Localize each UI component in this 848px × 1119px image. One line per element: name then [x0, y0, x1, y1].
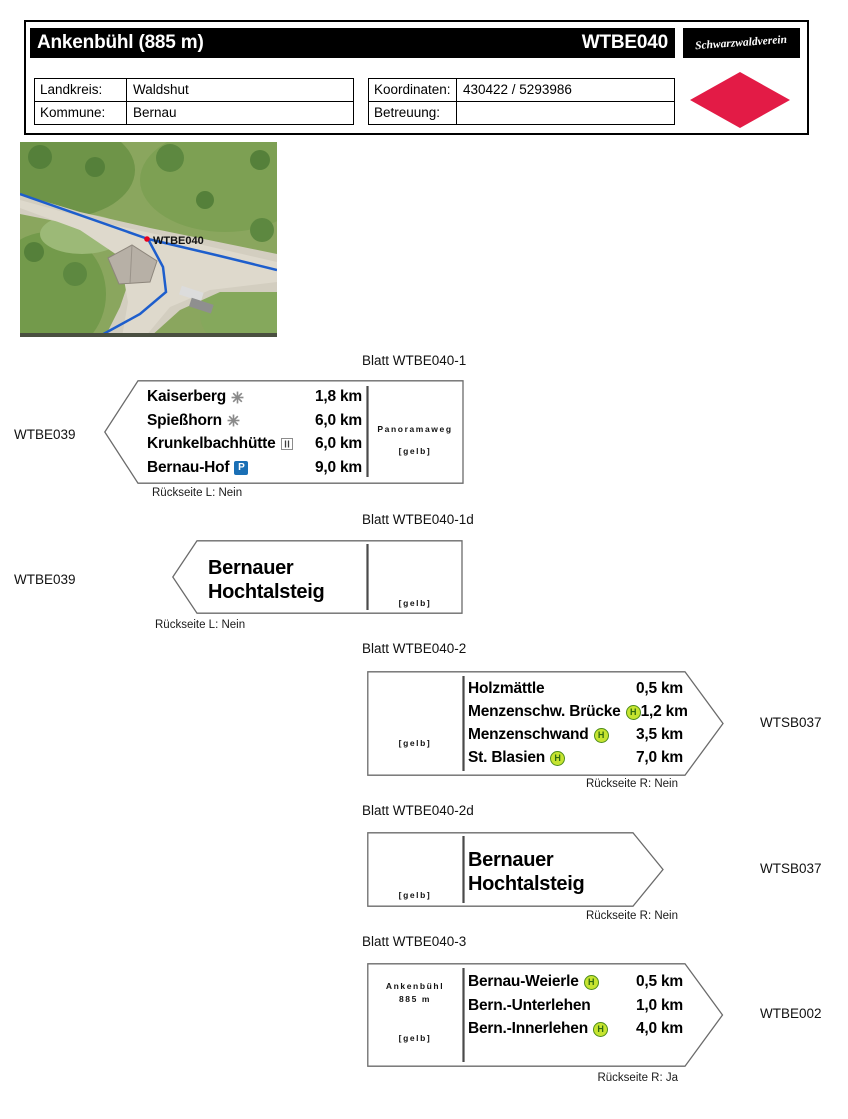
hut-restaurant-icon	[281, 438, 293, 450]
destination-row	[147, 410, 362, 432]
sign-plate-1	[104, 380, 464, 484]
route-title	[468, 849, 584, 896]
landkreis-value: Waldshut	[133, 82, 189, 97]
map-marker-label: WTBE040	[153, 235, 204, 247]
destination-row	[468, 747, 683, 769]
sign-plate-3	[367, 671, 724, 776]
destination-name: Bernau-Weierle	[468, 973, 579, 990]
rueckseite-note-1: Rückseite L: Nein	[152, 487, 243, 499]
blatt-title-2: Blatt WTBE040-1d	[362, 512, 474, 527]
route-color-label: [gelb]	[398, 1033, 432, 1043]
route-title-line1: Bernauer	[468, 849, 554, 871]
bus-stop-icon: H	[550, 751, 565, 766]
neighbor-ref-right-3: WTBE002	[760, 1006, 822, 1021]
blatt-title-4: Blatt WTBE040-2d	[362, 803, 474, 818]
destination-row	[147, 457, 362, 479]
route-title	[208, 557, 324, 604]
route-color-label: [gelb]	[398, 598, 432, 608]
destination-row	[468, 701, 688, 723]
red-diamond-waymark-icon	[690, 72, 790, 128]
destination-row	[147, 386, 362, 408]
sign-plate-4	[367, 832, 664, 907]
rueckseite-note-3: Rückseite R: Nein	[585, 778, 678, 790]
info-table-left	[34, 78, 354, 125]
destination-distance: 1,2 km	[640, 703, 688, 720]
parking-icon: P	[234, 461, 248, 475]
kommune-value: Bernau	[133, 105, 177, 120]
destination-distance: 3,5 km	[635, 726, 683, 743]
destination-row	[468, 1018, 683, 1040]
route-color-label: [gelb]	[398, 446, 432, 456]
standort-elevation-label: 885 m	[398, 994, 432, 1004]
standort-name-label: Ankenbühl	[385, 981, 445, 991]
sign-plate-5	[367, 963, 724, 1067]
logo-text: Schwarzwaldverein	[695, 33, 788, 53]
neighbor-ref-left-1: WTBE039	[14, 427, 76, 442]
destination-name: St. Blasien	[468, 749, 546, 766]
destination-name: Bernau-Hof	[147, 458, 230, 476]
route-title-line2: Hochtalsteig	[468, 872, 585, 895]
destination-distance: 6,0 km	[314, 435, 362, 452]
rueckseite-note-2: Rückseite L: Nein	[155, 619, 246, 631]
location-marker-icon	[144, 236, 150, 242]
kommune-label: Kommune:	[35, 102, 127, 124]
neighbor-ref-right-1: WTSB037	[760, 715, 822, 730]
destination-distance: 1,8 km	[314, 388, 362, 405]
destination-name: Menzenschw. Brücke	[468, 703, 621, 720]
destination-row	[468, 971, 683, 993]
table-row	[369, 79, 674, 102]
landkreis-label: Landkreis:	[35, 79, 127, 101]
destination-distance: 0,5 km	[635, 680, 683, 697]
info-table-right	[368, 78, 675, 125]
destination-row	[147, 433, 362, 455]
destination-name: Krunkelbachhütte	[147, 435, 276, 452]
destination-name: Bern.-Unterlehen	[468, 996, 591, 1014]
destination-row	[468, 995, 683, 1017]
destination-name: Holzmättle	[468, 680, 545, 697]
blatt-title-3: Blatt WTBE040-2	[362, 641, 467, 656]
table-row	[35, 102, 353, 124]
bus-stop-icon: H	[626, 705, 641, 720]
sign-plate-2	[172, 540, 463, 614]
viewpoint-asterisk-icon	[227, 414, 240, 427]
neighbor-ref-left-2: WTBE039	[14, 572, 76, 587]
destination-distance: 6,0 km	[314, 411, 362, 429]
koordinaten-label: Koordinaten:	[369, 79, 457, 101]
destination-distance: 7,0 km	[635, 749, 683, 766]
bus-stop-icon: H	[593, 1022, 608, 1037]
destination-distance: 0,5 km	[635, 973, 683, 990]
schwarzwaldverein-logo	[683, 28, 800, 58]
destination-distance: 9,0 km	[314, 458, 362, 476]
rueckseite-note-4: Rückseite R: Nein	[585, 910, 678, 922]
page-title: Ankenbühl (885 m)	[37, 32, 204, 53]
route-color-label: [gelb]	[398, 738, 432, 748]
destination-name: Bern.-Innerlehen	[468, 1020, 588, 1037]
diamond-shape	[690, 72, 790, 128]
destination-name: Menzenschwand	[468, 726, 589, 743]
destination-distance: 4,0 km	[635, 1020, 683, 1037]
viewpoint-asterisk-icon	[231, 391, 244, 404]
blatt-title-5: Blatt WTBE040-3	[362, 934, 467, 949]
blatt-title-1: Blatt WTBE040-1	[362, 353, 467, 368]
station-code: WTBE040	[581, 32, 668, 53]
koordinaten-value: 430422 / 5293986	[463, 82, 572, 97]
destination-name: Kaiserberg	[147, 388, 226, 405]
destination-row	[468, 678, 683, 700]
route-title-line1: Bernauer	[208, 557, 294, 579]
rueckseite-note-5: Rückseite R: Ja	[597, 1072, 678, 1084]
table-row	[35, 79, 353, 102]
aerial-photo	[20, 142, 277, 337]
betreuung-label: Betreuung:	[369, 102, 457, 124]
table-row	[369, 102, 674, 124]
route-name-label: Panoramaweg	[377, 424, 453, 434]
destination-row	[468, 724, 683, 746]
title-bar	[30, 28, 675, 58]
neighbor-ref-right-2: WTSB037	[760, 861, 822, 876]
destination-name: Spießhorn	[147, 411, 222, 429]
betreuung-value	[457, 102, 674, 124]
route-color-label: [gelb]	[398, 890, 432, 900]
route-title-line2: Hochtalsteig	[208, 580, 325, 603]
bus-stop-icon: H	[584, 975, 599, 990]
destination-distance: 1,0 km	[635, 996, 683, 1014]
bus-stop-icon: H	[594, 728, 609, 743]
